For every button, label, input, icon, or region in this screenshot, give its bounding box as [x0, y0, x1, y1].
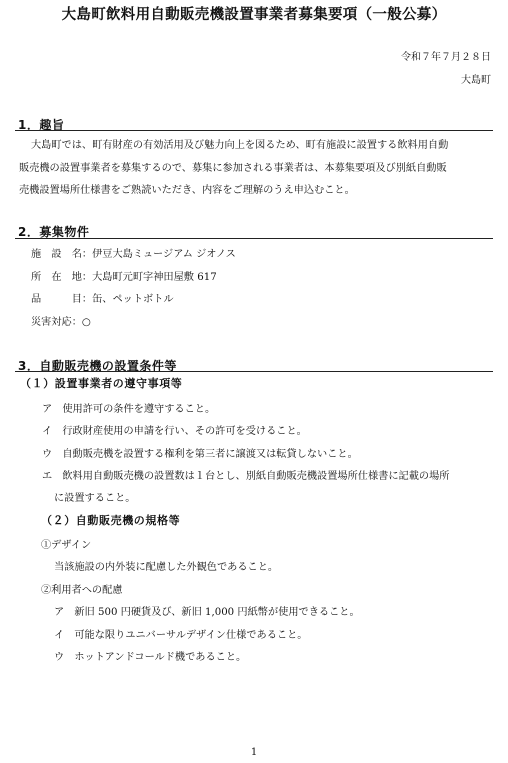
document-title: 大島町飲料用自動販売機設置事業者募集要項（一般公募） — [61, 7, 447, 23]
disaster-support: 災害対応：○ — [31, 317, 91, 328]
obligation-item: ア 使用許可の条件を遵守すること。 — [42, 404, 216, 415]
facility-address: 所 在 地：大島町元町字神田屋敷 617 — [31, 272, 217, 283]
section-divider — [15, 371, 493, 372]
subsection-heading-specs: （２）自動販売機の規格等 — [41, 514, 181, 527]
user-consideration-item: ウ ホットアンドコールド機であること。 — [54, 652, 247, 663]
design-label: ①デザイン — [41, 540, 92, 551]
section-heading-purpose: 1．趣旨 — [18, 118, 65, 132]
user-consideration-item: ア 新旧 500 円硬貨及び、新旧 1,000 円紙幣が使用できること。 — [54, 607, 360, 618]
user-consideration-item: イ 可能な限りユニバーサルデザイン仕様であること。 — [54, 630, 308, 641]
section-divider — [15, 238, 493, 239]
product-items: 品 目：缶、ペットボトル — [31, 294, 174, 305]
facility-name: 施 設 名：伊豆大島ミュージアム ジオノス — [31, 249, 236, 260]
subsection-heading-obligations: （１）設置事業者の遵守事項等 — [20, 377, 183, 390]
obligation-item: イ 行政財産使用の申請を行い、その許可を受けること。 — [42, 426, 307, 437]
purpose-line: 大島町では、町有財産の有効活用及び魅力向上を図るため、町有施設に設置する飲料用自動 — [31, 140, 449, 151]
design-text: 当該施設の内外装に配慮した外観色であること。 — [54, 562, 279, 573]
purpose-line: 売機設置場所仕様書をご熟読いただき、内容をご理解のうえ申込むこと。 — [19, 185, 355, 196]
issue-date: 令和７年７月２８日 — [401, 52, 491, 63]
section-divider — [15, 130, 493, 131]
obligation-item: ウ 自動販売機を設置する権利を第三者に譲渡又は転貸しないこと。 — [42, 449, 358, 460]
purpose-line: 販売機の設置事業者を募集するので、募集に参加される事業者は、本募集要項及び別紙自動販 — [19, 163, 447, 174]
obligation-item: エ 飲料用自動販売機の設置数は１台とし、別紙自動販売機設置場所仕様書に記載の場所 — [42, 471, 450, 482]
section-heading-property: 2．募集物件 — [18, 225, 90, 239]
obligation-item-continued: に設置すること。 — [54, 493, 136, 504]
page-number: 1 — [250, 747, 258, 758]
section-heading-conditions: 3．自動販売機の設置条件等 — [18, 359, 177, 373]
issuer-name: 大島町 — [461, 75, 491, 86]
user-consideration-label: ②利用者への配慮 — [41, 585, 123, 596]
